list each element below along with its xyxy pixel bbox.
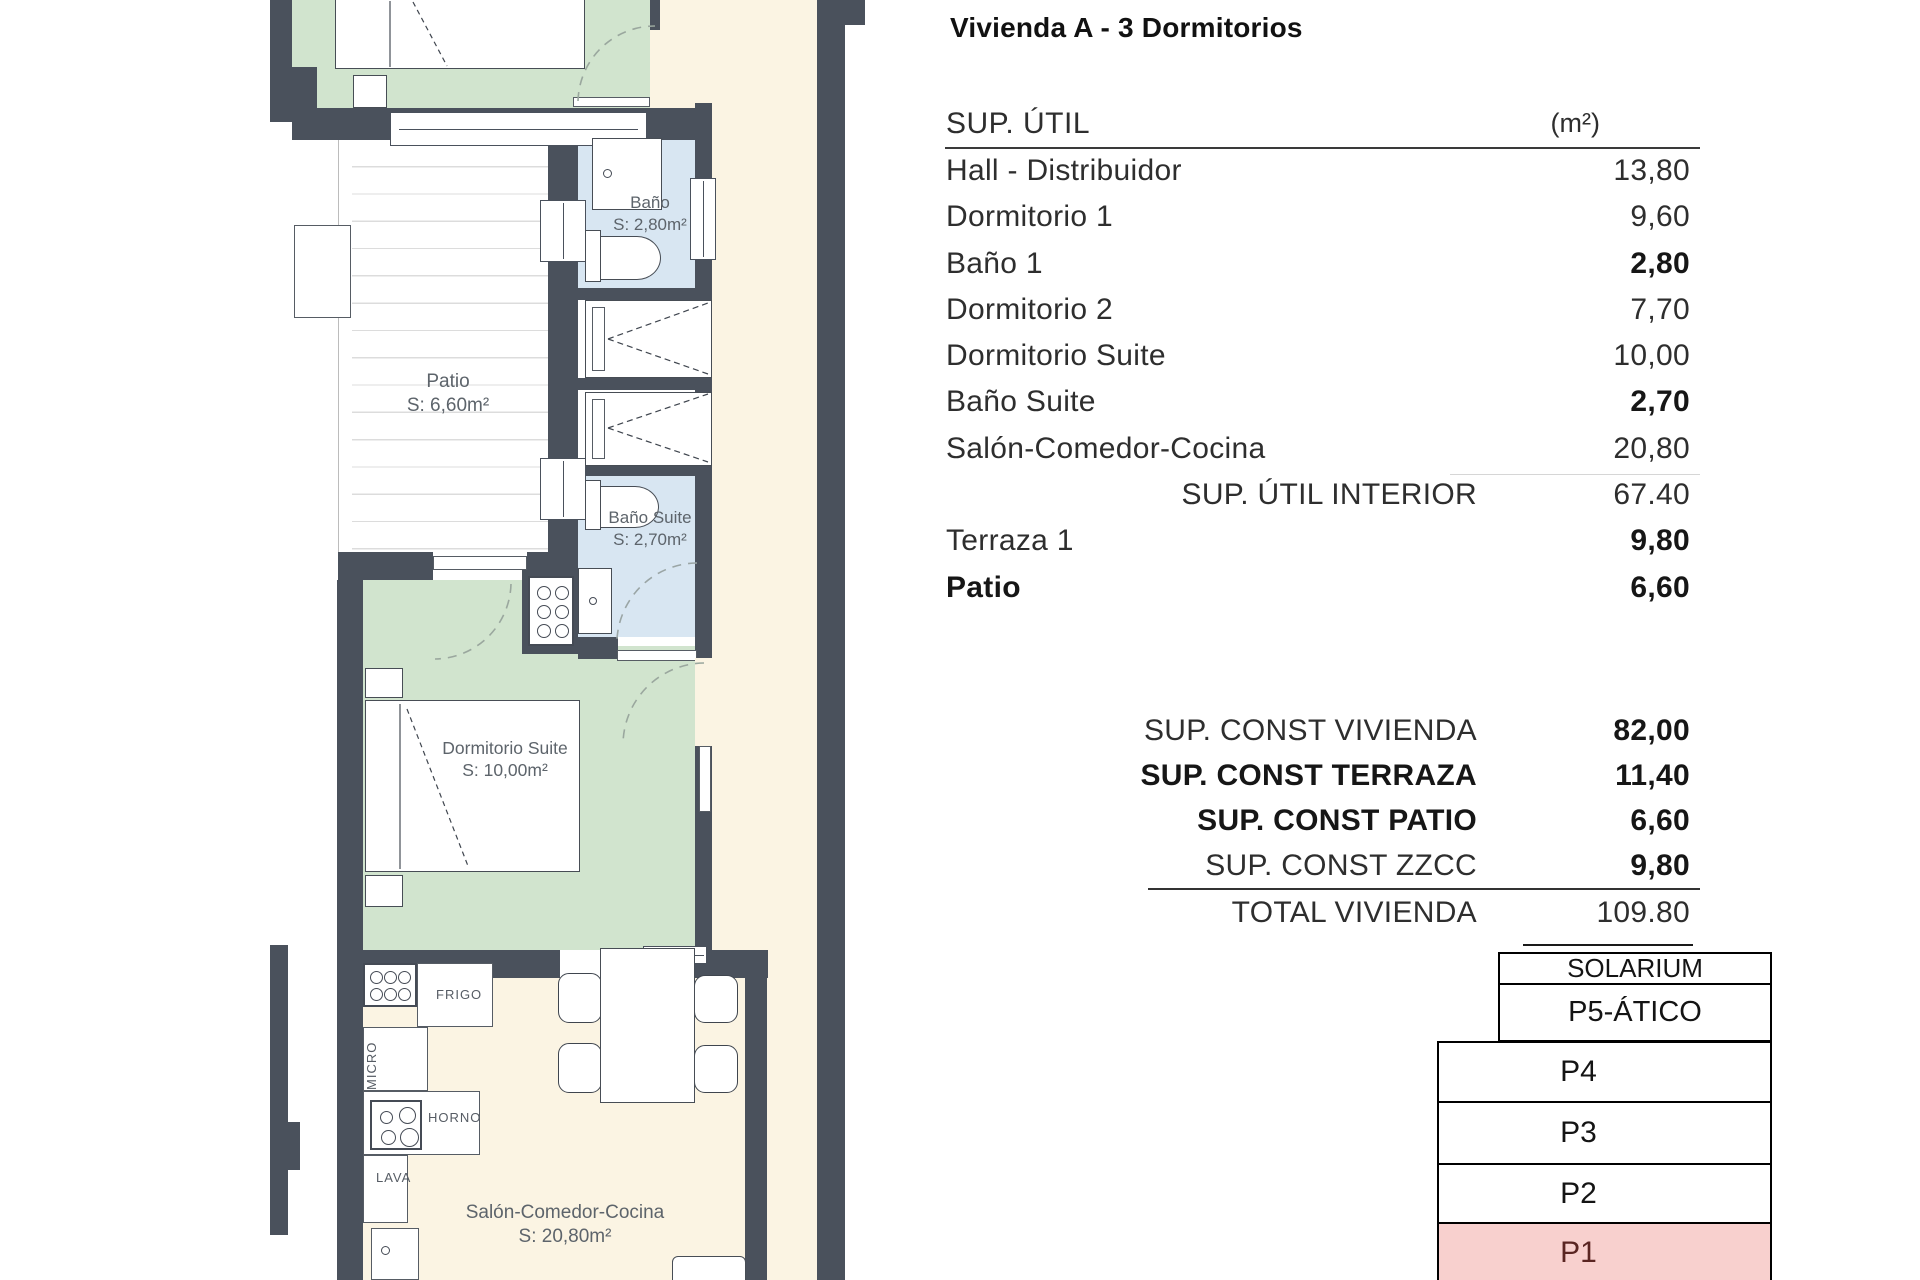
floor-p4: P4 [1437,1041,1772,1103]
table-header-unit: (m²) [1550,108,1600,138]
table-row: Dormitorio 1 9,60 [946,200,1690,234]
summary-table [945,708,1690,935]
floor-p1-highlighted: P1 [1437,1222,1772,1280]
table-row: Baño 1 2,80 [946,246,1690,280]
table-header-label: SUP. ÚTIL [946,107,1090,140]
room-label-bano [580,192,720,236]
label-frigo: FRIGO [436,987,483,1002]
room-area: S: 20,80m² [518,1226,612,1247]
floor-p3: P3 [1437,1101,1772,1165]
floor-p5-atico: P5-ÁTICO [1498,983,1772,1042]
room-label-salon [465,1201,665,1249]
room-name: Baño Suite [608,508,692,527]
table-subtotal-row: SUP. ÚTIL INTERIOR 67.40 [1181,478,1690,512]
roof-line [1523,944,1693,946]
room-area: S: 10,00m² [462,760,548,780]
summary-row: SUP. CONST PATIO 6,60 [1197,804,1690,837]
floor-p2: P2 [1437,1163,1772,1224]
room-name: Dormitorio Suite [442,738,568,758]
table-row: Hall - Distribuidor 13,80 [946,154,1690,187]
page-title: Vivienda A - 3 Dormitorios [950,12,1303,43]
summary-total-row: TOTAL VIVIENDA 109.80 [1231,896,1690,929]
subtotal-divider [1450,474,1700,475]
room-label-dormitorio-suite [405,737,605,781]
door-swing-arc [623,663,704,745]
building-floors-diagram [1437,944,1772,1280]
table-header [945,84,1700,149]
room-area: S: 6,60m² [406,395,490,416]
room-name: Baño [630,193,670,212]
label-lava: LAVA [376,1170,412,1185]
summary-row: SUP. CONST TERRAZA 11,40 [1140,759,1690,792]
floor-solarium: SOLARIUM [1498,952,1772,985]
area-table [945,148,1690,611]
door-swing-arc [435,584,511,659]
floor-plan [0,0,940,1280]
table-row: Terraza 1 9,80 [946,524,1690,558]
wardrobe-symbol [608,394,708,462]
room-label-patio [368,370,528,418]
label-horno: HORNO [428,1110,482,1125]
table-row: Salón-Comedor-Cocina 20,80 [946,431,1690,465]
room-area: S: 2,70m² [613,530,687,549]
room-name: Patio [426,371,470,392]
table-row: Dormitorio Suite 10,00 [946,339,1690,373]
bed-fold-line [413,2,447,66]
bed-fold-line [407,709,468,866]
door-swing-arc [578,26,655,101]
summary-row: SUP. CONST ZZCC 9,80 [1205,849,1690,882]
label-micro: MICRO [364,1041,379,1090]
table-row: Dormitorio 2 7,70 [946,292,1690,326]
room-area: S: 2,80m² [613,215,687,234]
room-label-bano-suite [578,507,722,551]
wardrobe-symbol [608,303,708,374]
table-row: Baño Suite 2,70 [946,385,1690,419]
door-swing-arc [617,563,697,639]
plan-lines [0,0,940,1280]
table-row: Patio 6,60 [946,570,1690,604]
summary-row: SUP. CONST VIVIENDA 82,00 [1143,714,1690,747]
room-name: Salón-Comedor-Cocina [465,1202,665,1223]
